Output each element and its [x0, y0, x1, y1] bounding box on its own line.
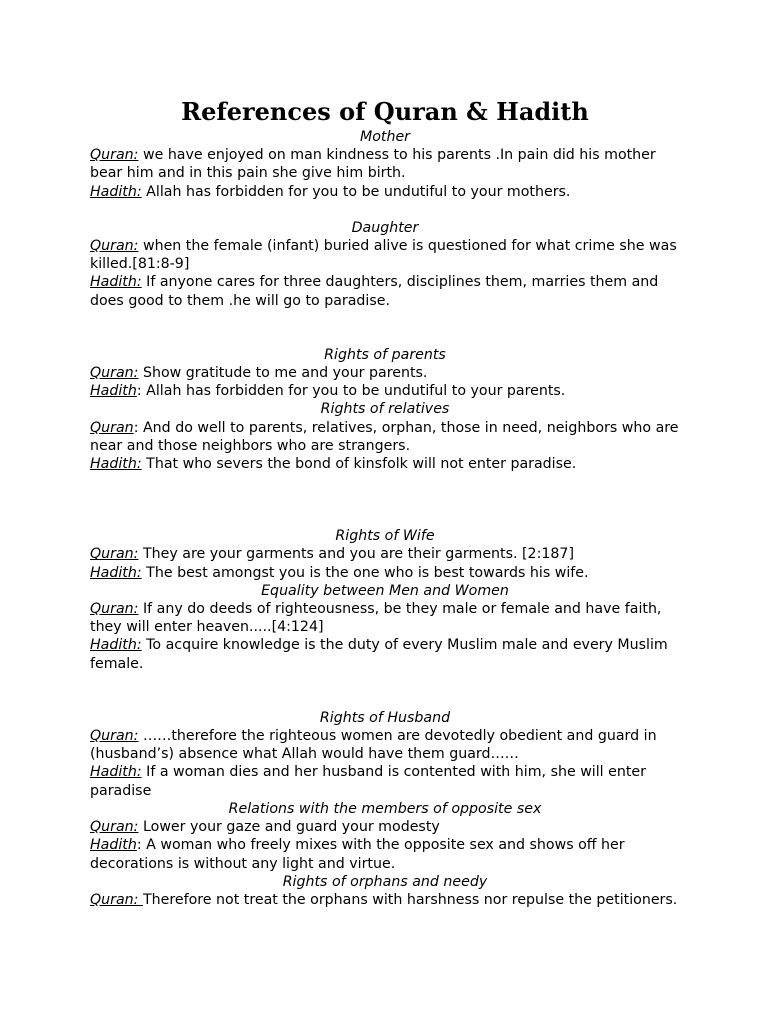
hadith-reference: [90, 455, 680, 473]
document-page: [90, 96, 680, 909]
quran-label: Quran:: [90, 365, 139, 382]
hadith-label: Hadith:: [90, 183, 142, 200]
quran-text: Therefore not treat the orphans with harshness nor repulse the petitioners.: [142, 891, 678, 908]
quran-label: Quran:: [90, 891, 143, 908]
section-heading-mother: Mother: [359, 129, 411, 145]
quran-label: Quran:: [90, 601, 139, 618]
quran-label: Quran:: [90, 819, 139, 836]
hadith-label: Hadith:: [90, 564, 142, 581]
hadith-reference: [90, 763, 680, 799]
hadith-text: If a woman dies and her husband is contented with him, she will enter paradise: [90, 764, 646, 799]
hadith-text: If anyone cares for three daughters, disciplines them, marries them and does good to them .he will go to paradise.: [90, 274, 659, 309]
spacer: [90, 473, 680, 527]
quran-reference: [90, 146, 680, 182]
hadith-label: Hadith: [90, 837, 137, 854]
quran-text: ……therefore the righteous women are devotedly obedient and guard in (husband’s) absence what Allah would have them guard……: [90, 728, 657, 763]
hadith-label: Hadith:: [90, 274, 142, 291]
quran-text: They are your garments and you are their garments. [2:187]: [138, 546, 574, 563]
quran-reference: [90, 545, 680, 563]
hadith-reference: [90, 273, 680, 309]
hadith-label: Hadith:: [90, 637, 142, 654]
quran-text: we have enjoyed on man kindness to his parents .In pain did his mother bear him and in this pain she give him birth.: [90, 147, 656, 182]
quran-reference: [90, 419, 680, 455]
section-heading-rights-of-orphans: Rights of orphans and needy: [282, 873, 488, 890]
quran-text: : And do well to parents, relatives, orphan, those in need, neighbors who are near and those neighbors who are strangers.: [90, 419, 679, 454]
quran-reference: [90, 600, 680, 636]
section-heading-equality: Equality between Men and Women: [261, 582, 509, 599]
hadith-text: The best amongst you is the one who is best towards his wife.: [141, 564, 589, 581]
section-heading-daughter: Daughter: [351, 219, 419, 236]
section-heading-rights-of-husband: Rights of Husband: [319, 709, 451, 726]
hadith-reference: [90, 836, 680, 872]
hadith-text: Allah has forbidden for you to be undutiful to your mothers.: [141, 183, 571, 200]
quran-reference: [90, 237, 680, 273]
quran-text: If any do deeds of righteousness, be they male or female and have faith, they will enter heaven.....[4:124]: [90, 601, 662, 636]
spacer: [90, 310, 680, 346]
hadith-reference: [90, 564, 680, 582]
section-heading-rights-of-relatives: Rights of relatives: [320, 401, 450, 418]
quran-label: Quran:: [90, 147, 139, 164]
hadith-reference: [90, 183, 680, 201]
hadith-text: : A woman who freely mixes with the opposite sex and shows off her decorations is without any light and virtue.: [90, 837, 625, 872]
section-heading-relations-opposite-sex: Relations with the members of opposite sex: [228, 800, 542, 817]
quran-label: Quran:: [90, 728, 139, 745]
hadith-reference: [90, 636, 680, 672]
spacer: [90, 673, 680, 709]
section-heading-rights-of-parents: Rights of parents: [324, 346, 446, 363]
quran-label: Quran: [90, 419, 134, 436]
hadith-label: Hadith: [90, 383, 137, 400]
quran-reference: [90, 727, 680, 763]
hadith-text: To acquire knowledge is the duty of every Muslim male and every Muslim female.: [90, 637, 668, 672]
hadith-label: Hadith:: [90, 764, 142, 781]
quran-label: Quran:: [90, 238, 139, 255]
quran-reference: [90, 818, 680, 836]
hadith-text: That who severs the bond of kinsfolk will not enter paradise.: [141, 456, 577, 473]
hadith-reference: [90, 382, 680, 400]
section-heading-rights-of-wife: Rights of Wife: [335, 528, 435, 545]
hadith-label: Hadith:: [90, 456, 142, 473]
quran-reference: [90, 891, 680, 909]
quran-reference: [90, 364, 680, 382]
quran-label: Quran:: [90, 546, 139, 563]
quran-text: Show gratitude to me and your parents.: [138, 365, 428, 382]
hadith-text: : Allah has forbidden for you to be undutiful to your parents.: [136, 383, 566, 400]
page-title: References of Quran & Hadith: [181, 97, 589, 126]
quran-text: Lower your gaze and guard your modesty: [138, 819, 440, 836]
spacer: [90, 201, 680, 219]
quran-text: when the female (infant) buried alive is questioned for what crime she was killed.[81:8-9]: [90, 238, 677, 273]
